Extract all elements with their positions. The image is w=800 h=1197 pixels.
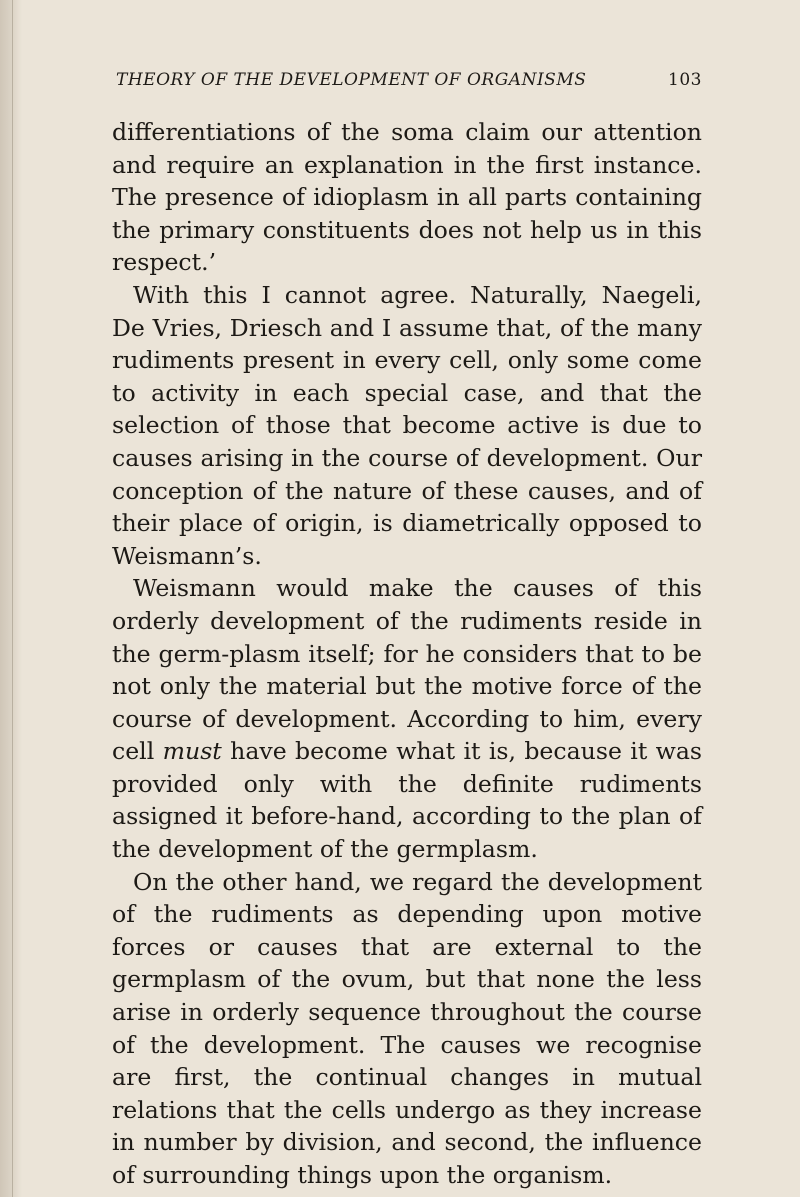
paragraph-text-after: have become what it is, because it was provided only with the definite rudiments assigned it before-hand, according to the plan of the development of the germplasm. [112,737,703,864]
running-head [116,70,702,90]
page-number: 103 [668,70,702,90]
paragraph-external-causes: On the other hand, we regard the development of the rudiments as depending upon motive forces or causes that are external to the germplasm of the ovum, but that none the less arise in orderly sequence throughout the course of the development. The causes we recognise are first, the continual changes in mutual relations that the cells undergo as they increase in number by division, and second, the influence of surrounding things upon the organism. [112,867,702,1189]
running-title: THEORY OF THE DEVELOPMENT OF ORGANISMS [116,70,587,90]
body-text [112,116,702,1192]
page-gutter-shadow [0,0,22,1197]
paragraph-text-before: Weismann would make the causes of this orderly development of the rudiments reside in the germ-plasm itself; for he considers that to be not only the material but the motive force of the course of development. According to him, every cell [112,574,702,766]
paragraph-weismann-view [112,572,702,865]
emphasized-word: must [162,737,222,766]
paragraph-disagreement: With this I cannot agree. Naturally, Naegeli, De Vries, Driesch and I assume that, of the many rudiments present in every cell, only some come to activity in each special case, and that the selection of those that become active is due to causes arising in the course of development. Our conception of the nature of these causes, and of their place of origin, is diametrically opposed to Weismann’s. [112,280,702,570]
paragraph-continuation: differentiations of the soma claim our attention and require an explanation in the first instance. The presence of idioplasm in all parts containing the primary constituents does not help us in this respect.’ [112,118,702,277]
binding-edge [12,0,13,1197]
book-page [112,70,702,1192]
